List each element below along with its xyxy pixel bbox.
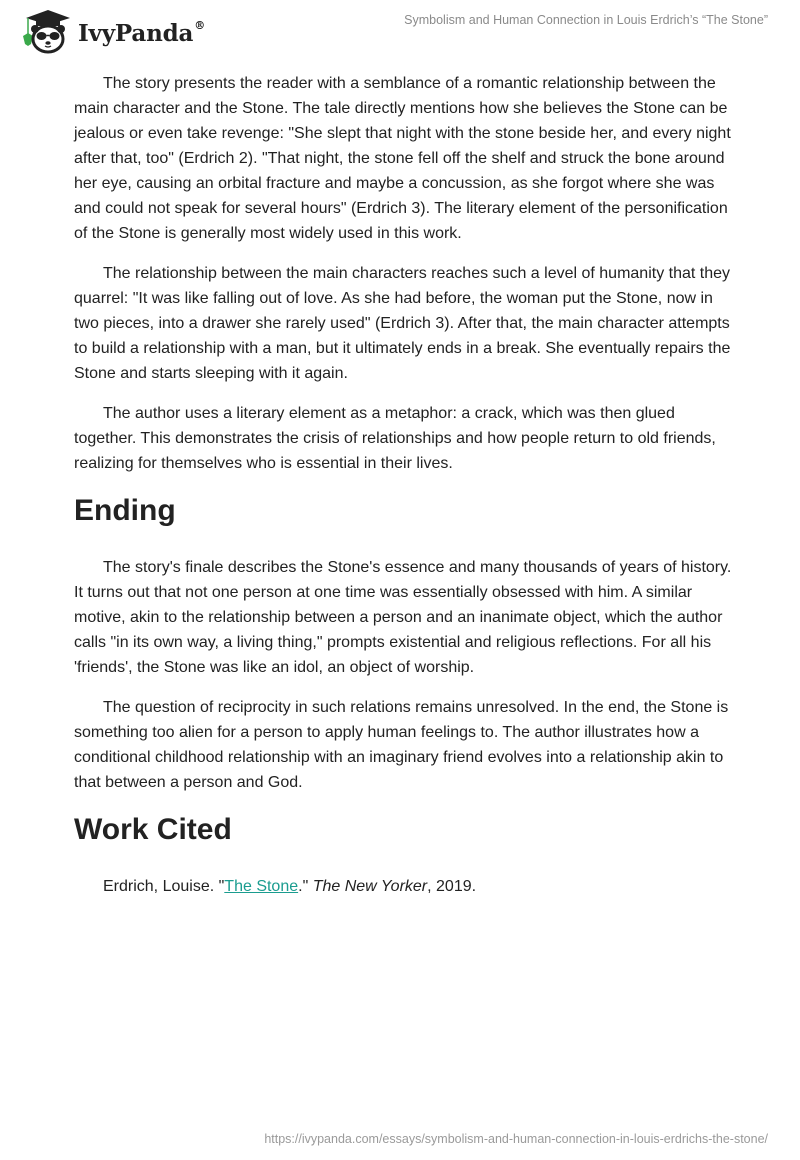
paragraph: The story's finale describes the Stone's essence and many thousands of years of history. It turns out that not one person at one time was essentially obsessed with him. A similar motive, akin to the relationship between a person and an inanimate object, which the author calls "in its own way, a living thing," prompts existential and religious reflections. For all his 'friends', the Stone was like an idol, an object of worship.: [74, 559, 732, 676]
page-header: [0, 0, 800, 60]
citation-entry: [74, 874, 734, 899]
ivypanda-logo[interactable]: [18, 8, 205, 54]
paragraph: The author uses a literary element as a metaphor: a crack, which was then glued together. This demonstrates the crisis of relationships and how people return to old friends, realizing for themselves who is essential in their lives.: [74, 405, 716, 472]
paragraph: The relationship between the main characters reaches such a level of humanity that they quarrel: "It was like falling out of love. As she had before, the woman put the Stone, now in two pieces, into a drawer she rarely used" (Erdrich 3). After that, the main character attempts to build a relationship with a man, but it ultimately ends in a break. She eventually repairs the Stone and starts sleeping with it again.: [74, 265, 731, 382]
citation-year: , 2019.: [427, 878, 477, 895]
paragraph: The question of reciprocity in such relations remains unresolved. In the end, the Stone is something too alien for a person to apply human feelings to. The author illustrates how a conditional childhood relationship with an imaginary friend evolves into a relationship akin to that between a person and God.: [74, 699, 729, 791]
logo-wordmark: [78, 20, 205, 47]
panda-graduate-icon: [18, 8, 72, 54]
footer-source-url: https://ivypanda.com/essays/symbolism-and-human-connection-in-louis-erdrichs-the-stone/: [264, 1132, 768, 1146]
document-title: Symbolism and Human Connection in Louis Erdrich’s “The Stone”: [404, 13, 768, 27]
paragraph: The story presents the reader with a semblance of a romantic relationship between the main character and the Stone. The tale directly mentions how she believes the Stone can be jealous or even take revenge: "She slept that night with the stone beside her, and every night after that, too" (Erdrich 2). "That night, the stone fell off the shelf and struck the bone around her eye, causing an orbital fracture and maybe a concussion, as she forgot where she was and could not speak for several hours" (Erdrich 3). The literary element of the personification of the Stone is generally most widely used in this work.: [74, 75, 731, 242]
essay-content: [74, 71, 734, 899]
citation-publication: The New Yorker: [312, 878, 428, 895]
citation-after-link: .": [298, 878, 313, 895]
registered-mark: ®: [194, 18, 205, 32]
citation-author: Erdrich, Louise. ": [103, 878, 225, 895]
section-heading-work-cited: Work Cited: [74, 813, 232, 846]
section-heading-ending: Ending: [74, 494, 176, 527]
citation-link[interactable]: The Stone: [224, 878, 299, 895]
logo-name: IvyPanda: [78, 19, 194, 47]
